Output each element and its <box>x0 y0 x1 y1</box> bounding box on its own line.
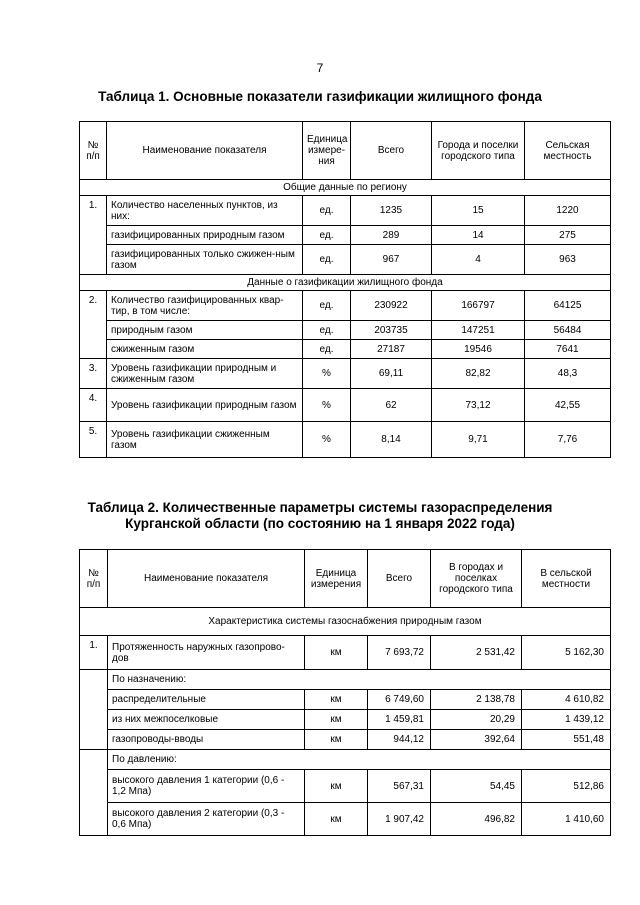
row-name: Уровень газификации природным и сжиженным газом <box>107 359 303 389</box>
row-unit: км <box>305 690 368 710</box>
section-label: Характеристика системы газоснабжения природным газом <box>80 608 611 636</box>
row-total: 1 907,42 <box>368 803 431 836</box>
row-unit: ед. <box>303 226 351 245</box>
table-row <box>80 770 611 803</box>
header-rural: Сельская местность <box>525 122 611 180</box>
row-urban: 2 138,78 <box>431 690 522 710</box>
row-name: Уровень газификации сжиженным газом <box>107 422 303 458</box>
header-unit: Единица измере-ния <box>303 122 351 180</box>
table2-title-line1: Таблица 2. Количественные параметры системы газораспределения <box>87 500 553 515</box>
row-rural: 275 <box>525 226 611 245</box>
row-rural: 56484 <box>525 321 611 340</box>
row-name: Протяженность наружных газопрово-дов <box>108 636 305 670</box>
row-rural: 64125 <box>525 291 611 321</box>
section-row <box>80 180 611 196</box>
row-urban: 19546 <box>432 340 525 359</box>
row-total: 1 459,81 <box>368 710 431 730</box>
section-label: Общие данные по региону <box>80 180 611 196</box>
row-total: 1235 <box>351 196 432 226</box>
row-unit: ед. <box>303 291 351 321</box>
row-unit: % <box>303 422 351 458</box>
row-urban: 14 <box>432 226 525 245</box>
row-total: 289 <box>351 226 432 245</box>
section-row <box>80 608 611 636</box>
row-urban: 166797 <box>432 291 525 321</box>
section-row <box>80 275 611 291</box>
table1 <box>79 121 611 458</box>
table-row <box>80 710 611 730</box>
row-total: 27187 <box>351 340 432 359</box>
row-urban: 20,29 <box>431 710 522 730</box>
row-unit: км <box>305 770 368 803</box>
row-rural: 7,76 <box>525 422 611 458</box>
group-label-purpose: По назначению: <box>108 670 611 690</box>
header-urban: В городах и поселках городского типа <box>431 550 522 608</box>
row-name: газифицированных только сжижен-ным газом <box>107 245 303 275</box>
table-header-row <box>80 122 611 180</box>
row-urban: 392,64 <box>431 730 522 750</box>
header-urban: Города и поселки городского типа <box>432 122 525 180</box>
row-rural: 42,55 <box>525 389 611 422</box>
table-row <box>80 359 611 389</box>
row-rural: 963 <box>525 245 611 275</box>
row-no: 5. <box>80 422 107 458</box>
header-total: Всего <box>351 122 432 180</box>
row-total: 6 749,60 <box>368 690 431 710</box>
table-row <box>80 690 611 710</box>
header-no: № п/п <box>80 122 107 180</box>
table-row <box>80 321 611 340</box>
row-total: 203735 <box>351 321 432 340</box>
row-rural: 5 162,30 <box>522 636 611 670</box>
table-row <box>80 389 611 422</box>
table-row <box>80 803 611 836</box>
header-total: Всего <box>368 550 431 608</box>
row-urban: 4 <box>432 245 525 275</box>
table-row <box>80 291 611 321</box>
row-rural: 512,86 <box>522 770 611 803</box>
row-urban: 73,12 <box>432 389 525 422</box>
group-row <box>80 750 611 770</box>
row-total: 944,12 <box>368 730 431 750</box>
row-name: распределительные <box>108 690 305 710</box>
row-no: 4. <box>80 389 107 422</box>
row-total: 8,14 <box>351 422 432 458</box>
row-name: высокого давления 2 категории (0,3 - 0,6 Мпа) <box>108 803 305 836</box>
row-urban: 9,71 <box>432 422 525 458</box>
row-urban: 496,82 <box>431 803 522 836</box>
row-urban: 15 <box>432 196 525 226</box>
table-row <box>80 226 611 245</box>
row-no: 3. <box>80 359 107 389</box>
table-row <box>80 340 611 359</box>
table-row <box>80 730 611 750</box>
table-row <box>80 196 611 226</box>
row-no: 2. <box>80 291 107 359</box>
header-name: Наименование показателя <box>107 122 303 180</box>
row-name: газопроводы-вводы <box>108 730 305 750</box>
row-unit: км <box>305 636 368 670</box>
row-total: 69,11 <box>351 359 432 389</box>
row-name: Уровень газификации природным газом <box>107 389 303 422</box>
row-name: Количество населенных пунктов, из них: <box>107 196 303 226</box>
row-unit: % <box>303 389 351 422</box>
table-row <box>80 245 611 275</box>
table2-title-line2: Курганской области (по состоянию на 1 января 2022 года) <box>125 516 515 531</box>
header-name: Наименование показателя <box>108 550 305 608</box>
row-urban: 147251 <box>432 321 525 340</box>
row-urban: 82,82 <box>432 359 525 389</box>
row-rural: 1 410,60 <box>522 803 611 836</box>
row-rural: 7641 <box>525 340 611 359</box>
row-no: 1. <box>80 636 108 670</box>
row-urban: 2 531,42 <box>431 636 522 670</box>
row-name: из них межпоселковые <box>108 710 305 730</box>
row-unit: ед. <box>303 321 351 340</box>
group-row <box>80 670 611 690</box>
row-no-empty <box>80 670 108 750</box>
row-total: 967 <box>351 245 432 275</box>
row-rural: 551,48 <box>522 730 611 750</box>
table-header-row <box>80 550 611 608</box>
row-unit: км <box>305 730 368 750</box>
row-rural: 48,3 <box>525 359 611 389</box>
header-unit: Единица измерения <box>305 550 368 608</box>
table-row <box>80 422 611 458</box>
row-name: газифицированных природным газом <box>107 226 303 245</box>
group-label-pressure: По давлению: <box>108 750 611 770</box>
row-unit: км <box>305 803 368 836</box>
row-name: природным газом <box>107 321 303 340</box>
row-total: 7 693,72 <box>368 636 431 670</box>
row-no-empty <box>80 750 108 836</box>
page-number: 7 <box>316 61 324 75</box>
row-unit: км <box>305 710 368 730</box>
header-no: № п/п <box>80 550 108 608</box>
row-unit: ед. <box>303 245 351 275</box>
table2-title <box>0 500 640 532</box>
row-rural: 1 439,12 <box>522 710 611 730</box>
row-no: 1. <box>80 196 107 275</box>
row-total: 230922 <box>351 291 432 321</box>
row-urban: 54,45 <box>431 770 522 803</box>
table-row <box>80 636 611 670</box>
row-name: сжиженным газом <box>107 340 303 359</box>
table1-title: Таблица 1. Основные показатели газификации жилищного фонда <box>98 89 542 104</box>
row-rural: 4 610,82 <box>522 690 611 710</box>
row-name: высокого давления 1 категории (0,6 - 1,2 Мпа) <box>108 770 305 803</box>
row-unit: % <box>303 359 351 389</box>
row-name: Количество газифицированных квар-тир, в том числе: <box>107 291 303 321</box>
row-unit: ед. <box>303 340 351 359</box>
row-total: 567,31 <box>368 770 431 803</box>
header-rural: В сельской местности <box>522 550 611 608</box>
row-rural: 1220 <box>525 196 611 226</box>
section-label: Данные о газификации жилищного фонда <box>80 275 611 291</box>
table2 <box>79 549 611 836</box>
row-unit: ед. <box>303 196 351 226</box>
row-total: 62 <box>351 389 432 422</box>
